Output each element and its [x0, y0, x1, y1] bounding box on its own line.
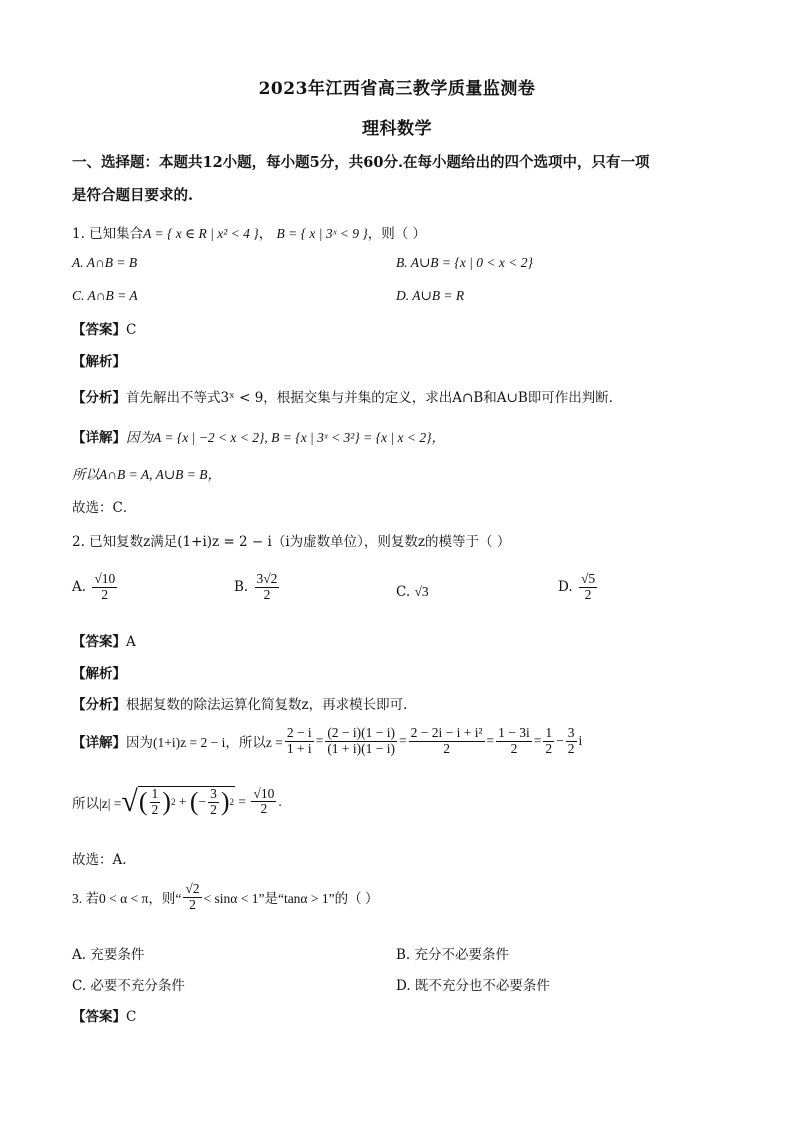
q3-stem [72, 882, 379, 913]
detail-label: 【详解】 [72, 735, 126, 752]
q2-modulus-a-den: 2 [151, 801, 159, 817]
q2-frac2-num: (2 − i)(1 − i) [327, 725, 396, 740]
q2-option-c [396, 584, 429, 600]
page-subtitle: 理科数学 [362, 119, 432, 139]
q1-choose: 故选：C． [72, 500, 137, 516]
q1-prefix: 1. 已知集合 [72, 226, 144, 242]
q2-frac3-den: 2 [443, 740, 450, 756]
q2-frac6-den: 2 [567, 740, 575, 756]
q3-option-c: C. 必要不充分条件 [72, 978, 185, 994]
q1-option-c: C. A∩B = A [72, 288, 138, 303]
q2-option-a-num: √10 [94, 571, 116, 586]
section-heading-line1: 一、选择题：本题共12小题，每小题5分，共60分.在每小题给出的四个选项中，只有一项 [72, 154, 650, 171]
q1-analysis-label: 【解析】 [72, 354, 126, 370]
q3-option-d: D. 既不充分也不必要条件 [396, 978, 550, 994]
q2-option-a-label: A. [72, 578, 87, 595]
q2-choose: 故选：A. [72, 852, 127, 868]
q2-modulus-result-den: 2 [260, 801, 268, 817]
q2-frac5-num: 1 [545, 725, 553, 740]
q3-frac-den: 2 [189, 896, 196, 912]
q2-frac1-num: 2 − i [286, 725, 312, 740]
q1-fenxi-text: 首先解出不等式3ˣ < 9，根据交集与并集的定义，求出A∩B和A∪B即可作出判断． [126, 390, 623, 406]
q2-modulus-b-den: 2 [210, 801, 217, 817]
q2-option-c-label: C. [396, 584, 411, 600]
q2-frac4-den: 2 [510, 740, 518, 756]
radical-icon: √ [121, 784, 138, 818]
q2-option-d-num: √5 [580, 571, 596, 586]
q2-frac2-den: (1 + i)(1 − i) [327, 740, 396, 756]
q2-modulus-a-num: 1 [151, 786, 159, 801]
q2-answer [72, 630, 136, 650]
section-heading-line2: 是符合题目要求的. [72, 187, 194, 204]
q1-detail-2: 所以A∩B = A, A∪B = B， [72, 467, 222, 482]
q2-detail: 【详解】 因为(1+i)z = 2 − i，所以z = $\frac{2 - i}{1 + i}$ = $\frac{(2 - i)(1 - i)}{(1 + i)(1 - i)}$ = $\frac{\text{2 − 2i − i + i²}}{2}$ = $\frac{1 - 3i}{2}$ = $\frac{1}{2}$ − $\frac{3}{2}$ i [72, 725, 583, 756]
q3-answer [72, 1005, 136, 1025]
q1-set-b: B = { x | 3ˣ < 9 } [276, 226, 368, 241]
answer-label: 【答案】 [72, 634, 126, 650]
q1-set-a: A = { x ∈ R | x² < 4 } [143, 226, 259, 241]
q2-fenxi [72, 693, 407, 713]
fenxi-label: 【分析】 [72, 390, 126, 406]
q2-stem: 2. 已知复数z满足(1+i)z = 2 − i（i为虚数单位），则复数z的模等于（ ） [72, 534, 511, 550]
q1-answer-value: C [126, 322, 137, 338]
q2-option-b-label: B. [234, 578, 249, 595]
q3-option-a: A. 充要条件 [72, 947, 145, 963]
q2-option-a-den: 2 [101, 586, 109, 602]
q1-stem: 1. 已知集合A = { x ∈ R | x² < 4 }， B = { x | 3ˣ < 9 }，则（ ） [72, 226, 427, 242]
q2-option-c-value: √3 [414, 584, 429, 599]
q2-analysis-label: 【解析】 [72, 666, 126, 682]
q2-option-d [558, 572, 599, 603]
q3-frac-num: √2 [185, 881, 200, 896]
q2-option-a [72, 572, 119, 603]
q3-prefix: 3. 若0 < α < π，则“ [72, 891, 182, 907]
q2-frac5-den: 2 [545, 740, 553, 756]
q2-frac4-num: 1 − 3i [498, 725, 530, 740]
q3-option-b: B. 充分不必要条件 [396, 947, 510, 963]
q2-modulus-result-num: √10 [253, 785, 275, 801]
q2-frac3-num: 2 − 2i − i + i² [410, 725, 483, 740]
q1-detail-text: 因为A = {x | −2 < x < 2}, B = {x | 3ˣ < 3²} = {x | x < 2}， [126, 430, 445, 445]
q2-frac6-num: 3 [567, 725, 575, 740]
q2-fenxi-text: 根据复数的除法运算化简复数z，再求模长即可. [126, 697, 408, 713]
q2-modulus-prefix: 所以|z| = [72, 795, 122, 811]
q2-option-b-num: 3√2 [256, 571, 278, 586]
q3-answer-value: C [126, 1009, 137, 1025]
q2-option-d-label: D. [558, 578, 573, 595]
q2-option-b [234, 572, 281, 603]
answer-label: 【答案】 [72, 1009, 126, 1025]
q2-option-d-den: 2 [584, 586, 592, 602]
q2-answer-value: A [126, 634, 136, 650]
q1-answer [72, 318, 136, 338]
q2-modulus-b-num: 3 [210, 786, 217, 801]
q1-option-a: A. A∩B = B [72, 255, 138, 270]
detail-label: 【详解】 [72, 430, 126, 446]
q2-detail-prefix: 因为(1+i)z = 2 − i，所以z = [126, 735, 283, 751]
page-title: 2023年江西省高三教学质量监测卷 [258, 79, 536, 99]
q1-detail [72, 426, 445, 446]
q2-option-b-den: 2 [263, 586, 271, 602]
answer-label: 【答案】 [72, 322, 126, 338]
q1-fenxi [72, 386, 622, 406]
q2-frac-tail: i [578, 733, 583, 749]
q3-middle: < sinα < 1”是“tanα > 1”的（ ） [203, 891, 379, 907]
q2-frac1-den: 1 + i [286, 740, 312, 756]
q1-suffix: ，则（ ） [367, 226, 427, 242]
q1-option-b: B. A∪B = {x | 0 < x < 2} [396, 255, 533, 270]
q2-modulus: 所以|z| = √ ( $\frac{1}{2}$ ) 2 + ( − $\frac{3}{2}$ ) 2 = $\frac{√10}{2}$ . [72, 784, 282, 818]
q1-option-d: D. A∪B = R [396, 288, 465, 303]
fenxi-label: 【分析】 [72, 697, 126, 713]
